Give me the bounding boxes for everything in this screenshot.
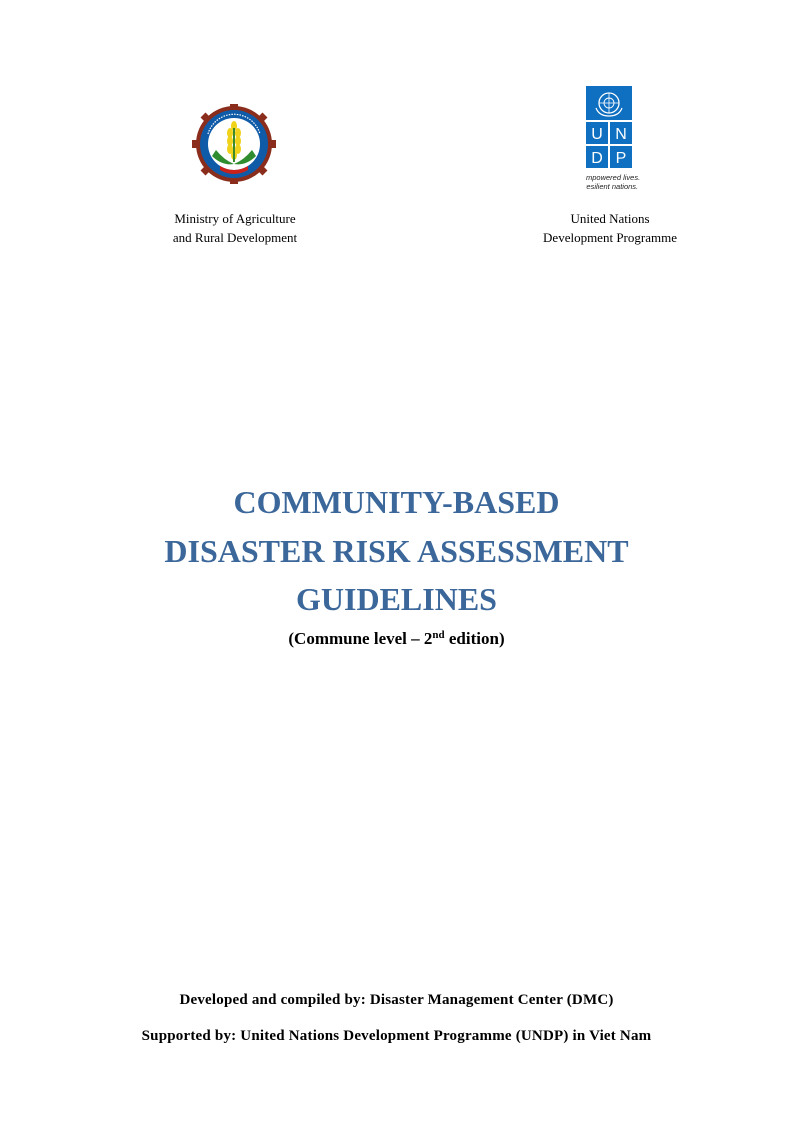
title-line-2: DISASTER RISK ASSESSMENT [164, 533, 629, 569]
title-line-1: COMMUNITY-BASED [233, 484, 560, 520]
undp-letter-u: U [591, 126, 603, 143]
undp-logo [586, 86, 641, 192]
subtitle-prefix: (Commune level – 2 [288, 629, 433, 648]
title-line-3: GUIDELINES [296, 581, 497, 617]
undp-tagline-2: Resilient nations. [586, 182, 639, 191]
ministry-name-line1: Ministry of Agriculture [174, 211, 296, 226]
subtitle-suffix: edition) [444, 629, 505, 648]
ministry-name [150, 209, 320, 247]
ministry-logo [192, 104, 276, 184]
undp-letter-p: P [615, 150, 627, 167]
undp-name [520, 209, 700, 247]
ministry-agriculture-logo-icon [192, 104, 276, 184]
undp-letter-n: N [615, 126, 627, 143]
edition-subtitle [0, 626, 793, 652]
undp-letter-d: D [591, 150, 603, 167]
developed-by-credit: Developed and compiled by: Disaster Management Center (DMC) [179, 992, 614, 1008]
supported-by-credit: Supported by: United Nations Development Programme (UNDP) in Viet Nam [141, 1028, 652, 1044]
undp-name-line2: Development Programme [543, 230, 677, 245]
undp-logo-icon [586, 86, 646, 192]
subtitle-ordinal: nd [432, 629, 445, 641]
undp-name-line1: United Nations [570, 211, 650, 226]
undp-tagline-1: Empowered lives. [586, 173, 641, 182]
ministry-name-line2: and Rural Development [172, 230, 298, 245]
